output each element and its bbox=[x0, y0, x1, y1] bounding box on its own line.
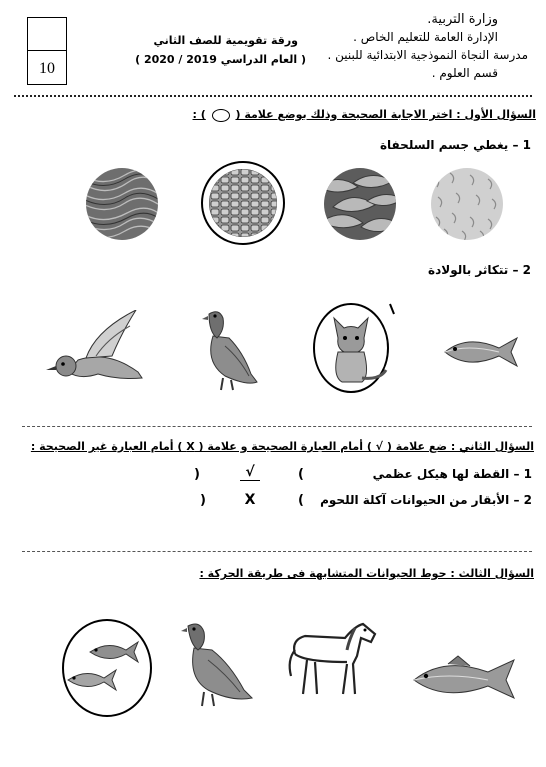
sea-bass-image[interactable] bbox=[408, 652, 518, 704]
x-mark-icon: X bbox=[244, 492, 256, 508]
fishes-circled-image[interactable] bbox=[60, 618, 154, 718]
cat-image[interactable] bbox=[310, 300, 396, 396]
scales-texture-image[interactable] bbox=[200, 160, 286, 246]
checkmark-icon: √ bbox=[245, 464, 255, 480]
hairy-skin-texture-image[interactable] bbox=[430, 167, 504, 241]
department-name: قسم العلوم . bbox=[431, 66, 498, 80]
q2-row1-close-paren: ) bbox=[194, 467, 200, 482]
pigeon-image-q3[interactable] bbox=[178, 620, 260, 712]
fish-image[interactable] bbox=[437, 330, 519, 372]
q2-heading: السؤال الثاني : ضع علامة ( √ ) أمام العبارة الصحيحة و علامة ( X ) أمام العبارة غير الصحيحة : bbox=[30, 440, 534, 453]
q2-row1-text: 1 – القطة لها هيكل عظمي bbox=[372, 467, 532, 481]
administration-name: الإدارة العامة للتعليم الخاص . bbox=[353, 30, 498, 44]
header-divider bbox=[14, 95, 532, 97]
q1-item2-label: 2 – تتكاثر بالولادة bbox=[428, 263, 531, 277]
q2-row2-text: 2 – الأبقار من الحيوانات آكلة اللحوم bbox=[320, 493, 532, 507]
school-name: مدرسة النجاة النموذجية الابتدائية للبنين . bbox=[327, 48, 528, 62]
sparrow-image[interactable] bbox=[38, 310, 148, 394]
score-value: 10 bbox=[39, 60, 55, 77]
score-box bbox=[27, 17, 67, 85]
fur-texture-image[interactable] bbox=[85, 167, 159, 241]
q2-row1-mark[interactable] bbox=[240, 464, 260, 481]
pigeon-image[interactable] bbox=[195, 302, 265, 394]
q2-row2-mark[interactable] bbox=[240, 492, 260, 508]
q2-row2-open-paren: ( bbox=[298, 493, 304, 508]
academic-year: ( العام الدراسي 2019 / 2020 ) bbox=[135, 53, 306, 66]
q1-divider bbox=[22, 426, 532, 427]
q2-row1-open-paren: ( bbox=[298, 467, 304, 482]
q1-heading bbox=[193, 108, 536, 122]
ministry-name: وزارة التربية. bbox=[427, 12, 498, 27]
q3-heading: السؤال الثالث : حوط الحيوانات المتشابهة فى طريقة الحركة : bbox=[199, 567, 534, 580]
q2-divider bbox=[22, 551, 532, 552]
q2-row2-close-paren: ) bbox=[200, 493, 206, 508]
feathers-texture-image[interactable] bbox=[323, 167, 397, 241]
q1-heading-end: ) : bbox=[192, 108, 206, 121]
horse-image[interactable] bbox=[285, 620, 381, 700]
q1-heading-text: السؤال الأول : اختر الاجابة الصحيحة وذلك بوضع علامة ( bbox=[235, 108, 536, 121]
circle-mark-icon bbox=[212, 109, 230, 122]
worksheet-title: ورقة تقويمية للصف الثاني bbox=[153, 34, 298, 47]
q1-item1-label: 1 – يغطي جسم السلحفاة bbox=[379, 138, 531, 152]
